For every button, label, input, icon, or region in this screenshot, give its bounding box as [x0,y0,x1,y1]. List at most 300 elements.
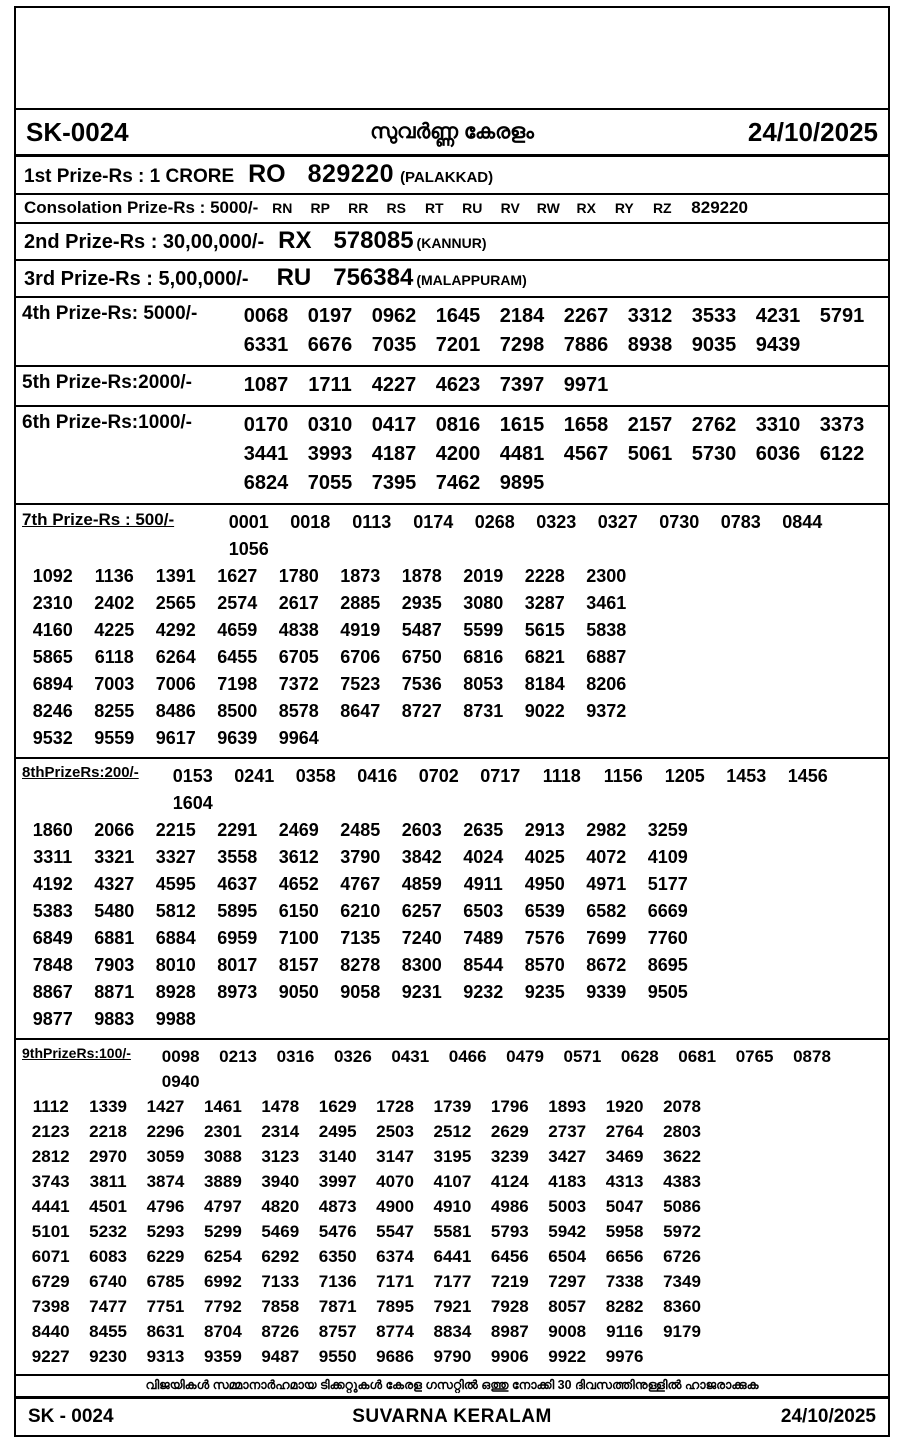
prize-number: 7523 [340,674,381,694]
prize-number: 0717 [480,766,521,786]
prize-number: 0358 [295,766,336,786]
prize-number: 0327 [597,512,638,532]
prize-number: 5730 [691,443,737,465]
prize-number: 1136 [94,566,134,586]
prize-number: 1627 [217,566,258,586]
prize-number: 6331 [243,334,289,356]
prize-number: 5383 [32,901,73,921]
fourth-prize-numbers [234,302,874,360]
prize-number: 3259 [647,820,688,840]
prize-number: 6456 [490,1247,529,1266]
sixth-prize-label: 6th Prize-Rs:1000/- [22,412,193,433]
prize-number: 4187 [371,443,417,465]
prize-number: 7848 [32,955,73,975]
prize-number: 4441 [31,1197,70,1216]
prize-number: 6229 [146,1247,185,1266]
prize-number: 6083 [89,1247,127,1266]
prize-number: 9035 [691,334,737,356]
prize-number: 0844 [782,512,823,532]
prize-number: 2762 [691,414,737,436]
prize-number: 9008 [548,1322,587,1341]
prize-number: 7921 [433,1297,472,1316]
prize-number: 0310 [307,414,353,436]
prize-number: 5469 [261,1222,300,1241]
prize-number: 8184 [524,674,565,694]
prize-number: 6894 [32,674,73,694]
second-prize-label: 2nd Prize-Rs : 30,00,000/- [24,231,265,253]
top-blank-banner [16,8,888,110]
prize-number: 4820 [261,1197,300,1216]
prize-number: 6036 [755,443,801,465]
footer-lottery-name: SUVARNA KERALAM [352,1406,552,1427]
prize-number: 9617 [155,728,196,748]
prize-number: 8282 [605,1297,644,1316]
prize-number: 6676 [307,334,353,356]
prize-number: 2512 [433,1122,472,1141]
prize-number: 2913 [524,820,565,840]
prize-number: 2296 [146,1122,185,1141]
prize-number: 2228 [524,566,565,586]
prize-number: 8834 [433,1322,472,1341]
prize-number: 3997 [318,1172,357,1191]
prize-number: 8938 [627,334,673,356]
prize-number: 4383 [663,1172,701,1191]
prize-number: 3059 [146,1147,185,1166]
prize-number: 3140 [318,1147,357,1166]
prize-number: 2764 [605,1122,644,1141]
prize-number: 2218 [89,1122,127,1141]
ninth-prize-row [16,1040,888,1376]
first-prize-series: RO [248,160,286,188]
prize-number: 7699 [586,928,627,948]
prize-number: 6824 [243,472,289,494]
consolation-series: RR [348,200,369,216]
prize-number: 6849 [32,928,73,948]
prize-number: 1087 [243,374,289,396]
prize-number: 7903 [94,955,135,975]
prize-number: 7133 [261,1272,300,1291]
prize-number: 9895 [499,472,545,494]
prize-number: 8973 [217,982,258,1002]
consolation-series: RX [576,200,596,216]
prize-number: 0962 [371,305,417,327]
prize-number: 2495 [318,1122,357,1141]
prize-number: 6504 [548,1247,587,1266]
prize-number: 4160 [32,620,73,640]
prize-number: 8631 [146,1322,185,1341]
prize-number: 1728 [376,1097,414,1116]
prize-number: 3427 [548,1147,587,1166]
prize-number: 9550 [318,1347,357,1366]
prize-number: 0316 [276,1047,315,1066]
prize-number: 6669 [647,901,688,921]
prize-number: 4859 [401,874,442,894]
prize-number: 4109 [647,847,688,867]
prize-number: 7886 [563,334,609,356]
prize-number: 8544 [463,955,504,975]
prize-number: 2935 [401,593,442,613]
prize-number: 4292 [155,620,196,640]
prize-number: 1629 [318,1097,357,1116]
prize-number: 1780 [278,566,319,586]
prize-number: 1658 [563,414,609,436]
prize-number: 7171 [376,1272,414,1291]
prize-number: 3147 [376,1147,414,1166]
footer-draw-date: 24/10/2025 [780,1406,876,1427]
prize-number: 4183 [548,1172,587,1191]
prize-number: 9922 [548,1347,587,1366]
prize-number: 4950 [524,874,565,894]
prize-number: 3123 [261,1147,300,1166]
prize-number: 2300 [586,566,627,586]
prize-number: 6816 [463,647,504,667]
prize-number: 9313 [146,1347,185,1366]
prize-number: 4227 [371,374,417,396]
prize-number: 0018 [290,512,331,532]
consolation-series: RU [462,200,483,216]
prize-number: 4481 [499,443,545,465]
prize-number: 9790 [433,1347,472,1366]
prize-number: 3080 [463,593,504,613]
prize-number: 3889 [203,1172,242,1191]
prize-number: 9235 [524,982,565,1002]
prize-number: 9686 [376,1347,414,1366]
lottery-result-sheet [14,6,890,1437]
prize-number: 8987 [490,1322,529,1341]
eighth-prize-numbers-first-row [162,763,882,817]
prize-number: 1456 [787,766,828,786]
prize-number: 5895 [217,901,258,921]
prize-number: 4595 [155,874,196,894]
prize-number: 8647 [340,701,381,721]
prize-number: 4327 [94,874,135,894]
prize-number: 0466 [448,1047,487,1066]
prize-number: 1860 [32,820,73,840]
prize-number: 8871 [94,982,135,1002]
ninth-prize-label: 9thPrizeRs:100/- [22,1045,131,1061]
prize-number: 7240 [401,928,442,948]
prize-number: 6257 [401,901,442,921]
prize-number: 6071 [31,1247,70,1266]
seventh-prize-row [16,505,888,759]
prize-number: 5487 [401,620,442,640]
prize-number: 2503 [376,1122,414,1141]
prize-number: 2019 [463,566,504,586]
prize-number: 8206 [586,674,627,694]
prize-number: 2123 [31,1122,70,1141]
prize-number: 6122 [819,443,865,465]
prize-number: 4231 [755,305,801,327]
prize-number: 4767 [340,874,381,894]
prize-number: 9339 [586,982,627,1002]
prize-number: 5047 [605,1197,644,1216]
prize-number: 0416 [357,766,398,786]
consolation-series: RY [614,200,634,216]
prize-number: 3743 [31,1172,70,1191]
consolation-prize-label: Consolation Prize-Rs : 5000/- [24,198,259,217]
prize-number: 6656 [605,1247,644,1266]
prize-number: 6729 [31,1272,70,1291]
prize-number: 1796 [490,1097,529,1116]
prize-number: 2485 [340,820,381,840]
prize-number: 8157 [278,955,319,975]
prize-number: 4838 [278,620,319,640]
prize-number: 4873 [318,1197,357,1216]
prize-number: 3612 [278,847,319,867]
prize-number: 2078 [663,1097,701,1116]
prize-number: 8440 [31,1322,70,1341]
sheet-footer [16,1399,888,1435]
prize-number: 1118 [542,766,581,786]
prize-number: 6740 [89,1272,127,1291]
prize-number: 2885 [340,593,381,613]
prize-number: 1339 [89,1097,127,1116]
prize-number: 3239 [490,1147,529,1166]
eighth-prize-numbers [22,817,742,1033]
prize-number: 3469 [605,1147,644,1166]
consolation-series: RS [386,200,406,216]
prize-number: 2184 [499,305,545,327]
prize-number: 7035 [371,334,417,356]
prize-number: 2812 [31,1147,70,1166]
prize-number: 4313 [605,1172,644,1191]
prize-number: 1453 [726,766,767,786]
second-prize-row [16,224,888,261]
prize-number: 8867 [32,982,73,1002]
prize-number: 7219 [490,1272,529,1291]
prize-number: 5812 [155,901,196,921]
prize-number: 2301 [203,1122,242,1141]
prize-number: 7536 [401,674,442,694]
prize-number: 7006 [155,674,196,694]
prize-number: 4124 [490,1172,529,1191]
prize-number: 7871 [318,1297,357,1316]
prize-number: 6210 [340,901,381,921]
prize-number: 2970 [89,1147,127,1166]
prize-number: 3312 [627,305,673,327]
prize-number: 6750 [401,647,442,667]
first-prize-number: 829220 [307,160,395,188]
prize-number: 0765 [735,1047,774,1066]
prize-number: 7201 [435,334,481,356]
prize-number: 4070 [376,1172,414,1191]
prize-number: 5942 [548,1222,587,1241]
prize-number: 7397 [499,374,545,396]
prize-number: 9232 [463,982,504,1002]
prize-number: 8704 [203,1322,242,1341]
prize-number: 5972 [663,1222,701,1241]
prize-number: 0628 [620,1047,659,1066]
prize-number: 1461 [203,1097,242,1116]
prize-number: 6455 [217,647,258,667]
prize-number: 3558 [217,847,258,867]
consolation-series: RT [424,200,444,216]
prize-number: 0479 [506,1047,544,1066]
fifth-prize-label: 5th Prize-Rs:2000/- [22,372,193,393]
prize-number: 2469 [278,820,319,840]
seventh-prize-numbers [22,563,686,752]
prize-number: 2574 [217,593,258,613]
prize-number: 7576 [524,928,565,948]
prize-number: 7297 [548,1272,587,1291]
prize-number: 9976 [605,1347,644,1366]
prize-number: 2066 [94,820,135,840]
prize-number: 2157 [627,414,673,436]
prize-number: 0213 [219,1047,257,1066]
prize-number: 5177 [647,874,688,894]
prize-number: 7928 [490,1297,529,1316]
prize-number: 4919 [340,620,381,640]
prize-number: 8672 [586,955,627,975]
prize-number: 0153 [172,766,213,786]
prize-number: 6582 [586,901,627,921]
prize-number: 0730 [659,512,700,532]
prize-number: 4796 [146,1197,185,1216]
prize-number: 2629 [490,1122,529,1141]
prize-number: 1427 [146,1097,185,1116]
prize-number: 9964 [278,728,319,748]
first-prize-label: 1st Prize-Rs : 1 CRORE [24,166,235,187]
prize-number: 0431 [391,1047,430,1066]
prize-number: 1878 [401,566,442,586]
prize-number: 8255 [94,701,135,721]
prize-number: 7338 [605,1272,644,1291]
prize-number: 2215 [155,820,196,840]
sheet-header [16,110,888,157]
prize-number: 1112 [32,1097,69,1116]
prize-number: 2402 [94,593,135,613]
ninth-prize-numbers [22,1094,752,1369]
prize-number: 6292 [261,1247,300,1266]
prize-number: 2314 [261,1122,300,1141]
consolation-prize-row [16,195,888,224]
prize-number: 1604 [172,793,213,813]
second-prize-series: RX [278,227,312,254]
prize-number: 4225 [94,620,135,640]
prize-number: 3940 [261,1172,300,1191]
third-prize-label: 3rd Prize-Rs : 5,00,000/- [24,268,249,290]
prize-number: 9971 [563,374,609,396]
prize-number: 6959 [217,928,258,948]
prize-number: 8774 [376,1322,414,1341]
prize-number: 9559 [94,728,135,748]
prize-number: 0571 [563,1047,602,1066]
consolation-series: RW [536,200,560,216]
prize-number: 4567 [563,443,609,465]
prize-number: 9372 [586,701,627,721]
fifth-prize-row [16,367,888,407]
prize-number: 3461 [586,593,627,613]
fourth-prize-row [16,298,888,367]
prize-number: 5480 [94,901,135,921]
prize-number: 3195 [433,1147,472,1166]
prize-number: 7372 [278,674,319,694]
prize-number: 1711 [308,374,352,396]
prize-number: 4971 [586,874,627,894]
prize-number: 9058 [340,982,381,1002]
prize-number: 6705 [278,647,319,667]
prize-number: 4910 [433,1197,472,1216]
prize-number: 6264 [155,647,196,667]
prize-number: 5615 [524,620,565,640]
prize-number: 4192 [32,874,73,894]
first-prize-place: (PALAKKAD) [400,169,494,186]
prize-number: 0681 [678,1047,717,1066]
prize-number: 8731 [463,701,504,721]
fifth-prize-numbers [234,371,874,400]
consolation-prize-number: 829220 [691,198,749,217]
prize-number: 1478 [261,1097,300,1116]
prize-number: 7198 [217,674,258,694]
prize-number: 7760 [647,928,688,948]
prize-number: 7895 [376,1297,414,1316]
prize-number: 8010 [155,955,196,975]
prize-number: 2635 [463,820,504,840]
prize-number: 3088 [203,1147,242,1166]
prize-number: 9877 [32,1009,73,1029]
draw-code: SK-0024 [26,116,129,147]
second-prize-place: (KANNUR) [416,235,487,251]
third-prize-number: 756384 [333,264,414,291]
prize-number: 4024 [463,847,504,867]
prize-number: 5293 [146,1222,185,1241]
prize-number: 6254 [203,1247,242,1266]
prize-number: 7751 [146,1297,185,1316]
prize-number: 9906 [490,1347,529,1366]
prize-number: 3622 [663,1147,701,1166]
seventh-prize-label: 7th Prize-Rs : 500/- [22,510,175,529]
prize-number: 5838 [586,620,627,640]
prize-number: 4200 [435,443,481,465]
prize-number: 8928 [155,982,196,1002]
draw-date: 24/10/2025 [747,116,878,147]
eighth-prize-row [16,759,888,1040]
prize-number: 8727 [401,701,442,721]
prize-number: 9230 [89,1347,127,1366]
prize-number: 0816 [435,414,481,436]
prize-number: 9988 [155,1009,196,1029]
ninth-prize-numbers-first-row [152,1044,882,1094]
prize-number: 0323 [536,512,577,532]
prize-number: 5101 [31,1222,70,1241]
prize-number: 0417 [371,414,417,436]
prize-number: 3811 [89,1172,127,1191]
prize-number: 7858 [261,1297,300,1316]
prize-number: 8486 [155,701,196,721]
prize-number: 8057 [548,1297,587,1316]
prize-number: 3993 [307,443,353,465]
prize-number: 4797 [203,1197,242,1216]
prize-number: 7477 [89,1297,127,1316]
prize-number: 5547 [376,1222,414,1241]
prize-number: 8278 [340,955,381,975]
prize-number: 4072 [586,847,627,867]
footer-draw-code: SK - 0024 [28,1406,114,1427]
prize-number: 2737 [548,1122,587,1141]
prize-number: 0326 [333,1047,372,1066]
prize-number: 1615 [499,414,545,436]
seventh-prize-numbers-first-row [218,509,882,563]
prize-number: 8570 [524,955,565,975]
sixth-prize-row [16,407,888,505]
prize-number: 5476 [318,1222,357,1241]
prize-number: 0702 [418,766,459,786]
prize-number: 1205 [664,766,705,786]
prize-number: 3790 [340,847,381,867]
prize-number: 1391 [155,566,196,586]
prize-number: 4911 [463,874,503,894]
prize-number: 3321 [94,847,135,867]
